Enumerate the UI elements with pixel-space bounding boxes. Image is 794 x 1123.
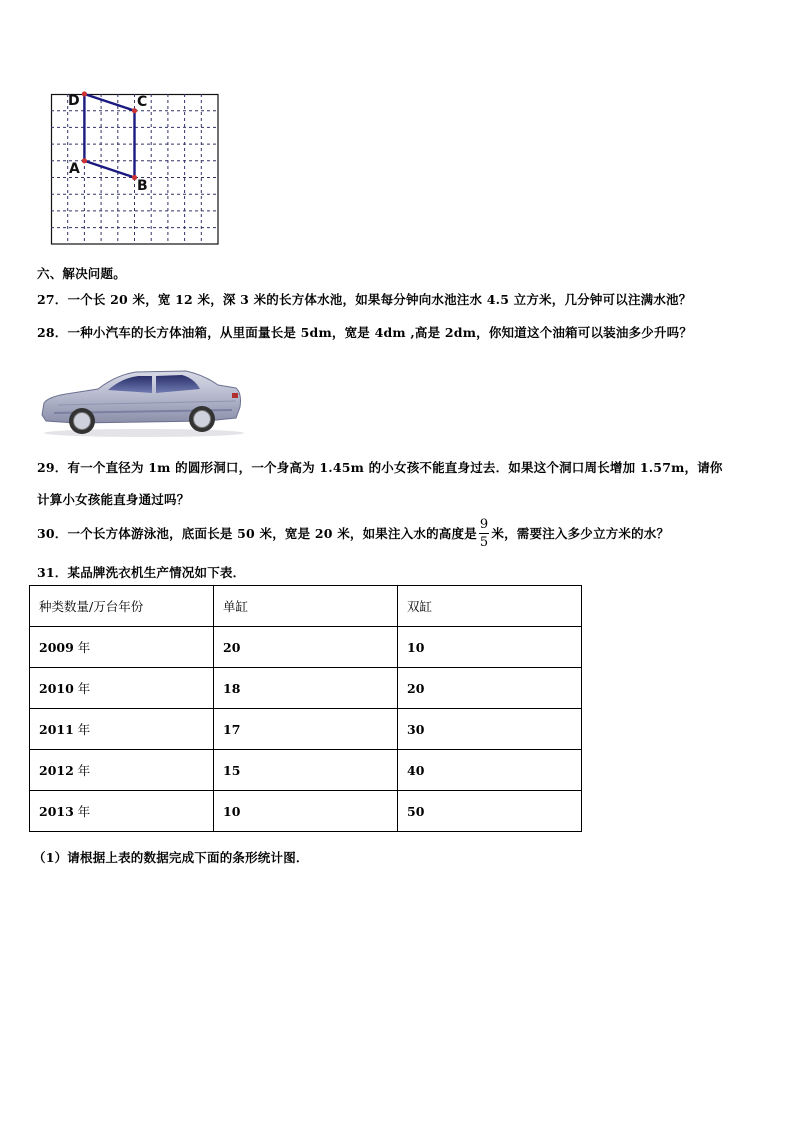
cell-year <box>30 627 214 668</box>
year-value: 2013 <box>39 804 74 819</box>
cell-year <box>30 791 214 832</box>
header-double-tub: 双缸 <box>398 586 582 627</box>
question-30-text-after: 米，需要注入多少立方米的水？ <box>491 526 670 541</box>
cell-single: 15 <box>214 750 398 791</box>
cell-double: 30 <box>398 709 582 750</box>
question-29-line2: 计算小女孩能直身通过吗？ <box>37 492 190 507</box>
car-icon <box>36 363 246 439</box>
point-label-d: D <box>68 93 80 109</box>
car-illustration <box>36 363 246 439</box>
cell-year <box>30 668 214 709</box>
year-suffix: 年 <box>73 763 91 778</box>
year-value: 2009 <box>39 640 74 655</box>
table-row <box>30 750 582 791</box>
table-row <box>30 668 582 709</box>
year-value: 2010 <box>39 681 74 696</box>
year-suffix: 年 <box>73 640 91 655</box>
table-row <box>30 627 582 668</box>
header-category-year: 种类数量/万台年份 <box>30 586 214 627</box>
question-31: 31．某品牌洗衣机生产情况如下表． <box>37 565 246 580</box>
point-label-a: A <box>69 161 80 177</box>
cell-double: 10 <box>398 627 582 668</box>
fraction-bar <box>479 533 489 534</box>
question-28: 28．一种小汽车的长方体油箱，从里面量长是 5dm，宽是 4dm ,高是 2dm，你知道这个油箱可以装油多少升吗？ <box>37 325 693 340</box>
table-row <box>30 791 582 832</box>
fraction-numerator: 9 <box>479 517 489 532</box>
question-27: 27．一个长 20 米，宽 12 米，深 3 米的长方体水池，如果每分钟向水池注水 4.5 立方米，几分钟可以注满水池？ <box>37 292 692 307</box>
question-30 <box>37 519 669 550</box>
header-single-tub: 单缸 <box>214 586 398 627</box>
cell-single: 17 <box>214 709 398 750</box>
question-29-line1: 29．有一个直径为 1m 的圆形洞口，一个身高为 1.45m 的小女孩不能直身过去．如果这个洞口周长增加 1.57m，请你 <box>37 460 723 475</box>
table-row <box>30 709 582 750</box>
cell-double: 40 <box>398 750 582 791</box>
year-suffix: 年 <box>73 722 91 737</box>
cell-double: 50 <box>398 791 582 832</box>
cell-single: 18 <box>214 668 398 709</box>
cell-double: 20 <box>398 668 582 709</box>
point-label-b: B <box>137 178 148 194</box>
year-value: 2012 <box>39 763 74 778</box>
question-30-text-before: 30．一个长方体游泳池，底面长是 50 米，宽是 20 米，如果注入水的高度是 <box>37 526 477 541</box>
cell-single: 10 <box>214 791 398 832</box>
year-suffix: 年 <box>73 681 91 696</box>
fraction-denominator: 5 <box>479 535 489 550</box>
cell-year <box>30 750 214 791</box>
year-suffix: 年 <box>73 804 91 819</box>
year-value: 2011 <box>39 722 74 737</box>
fraction-nine-fifths <box>479 518 489 549</box>
cell-year <box>30 709 214 750</box>
table-header-row <box>30 586 582 627</box>
point-label-c: C <box>137 94 148 110</box>
section-title: 六、解决问题。 <box>37 266 126 281</box>
washing-machine-table <box>29 585 582 832</box>
cell-single: 20 <box>214 627 398 668</box>
question-31-note: （1）请根据上表的数据完成下面的条形统计图． <box>33 850 309 865</box>
grid-figure-parallelogram <box>51 94 218 244</box>
